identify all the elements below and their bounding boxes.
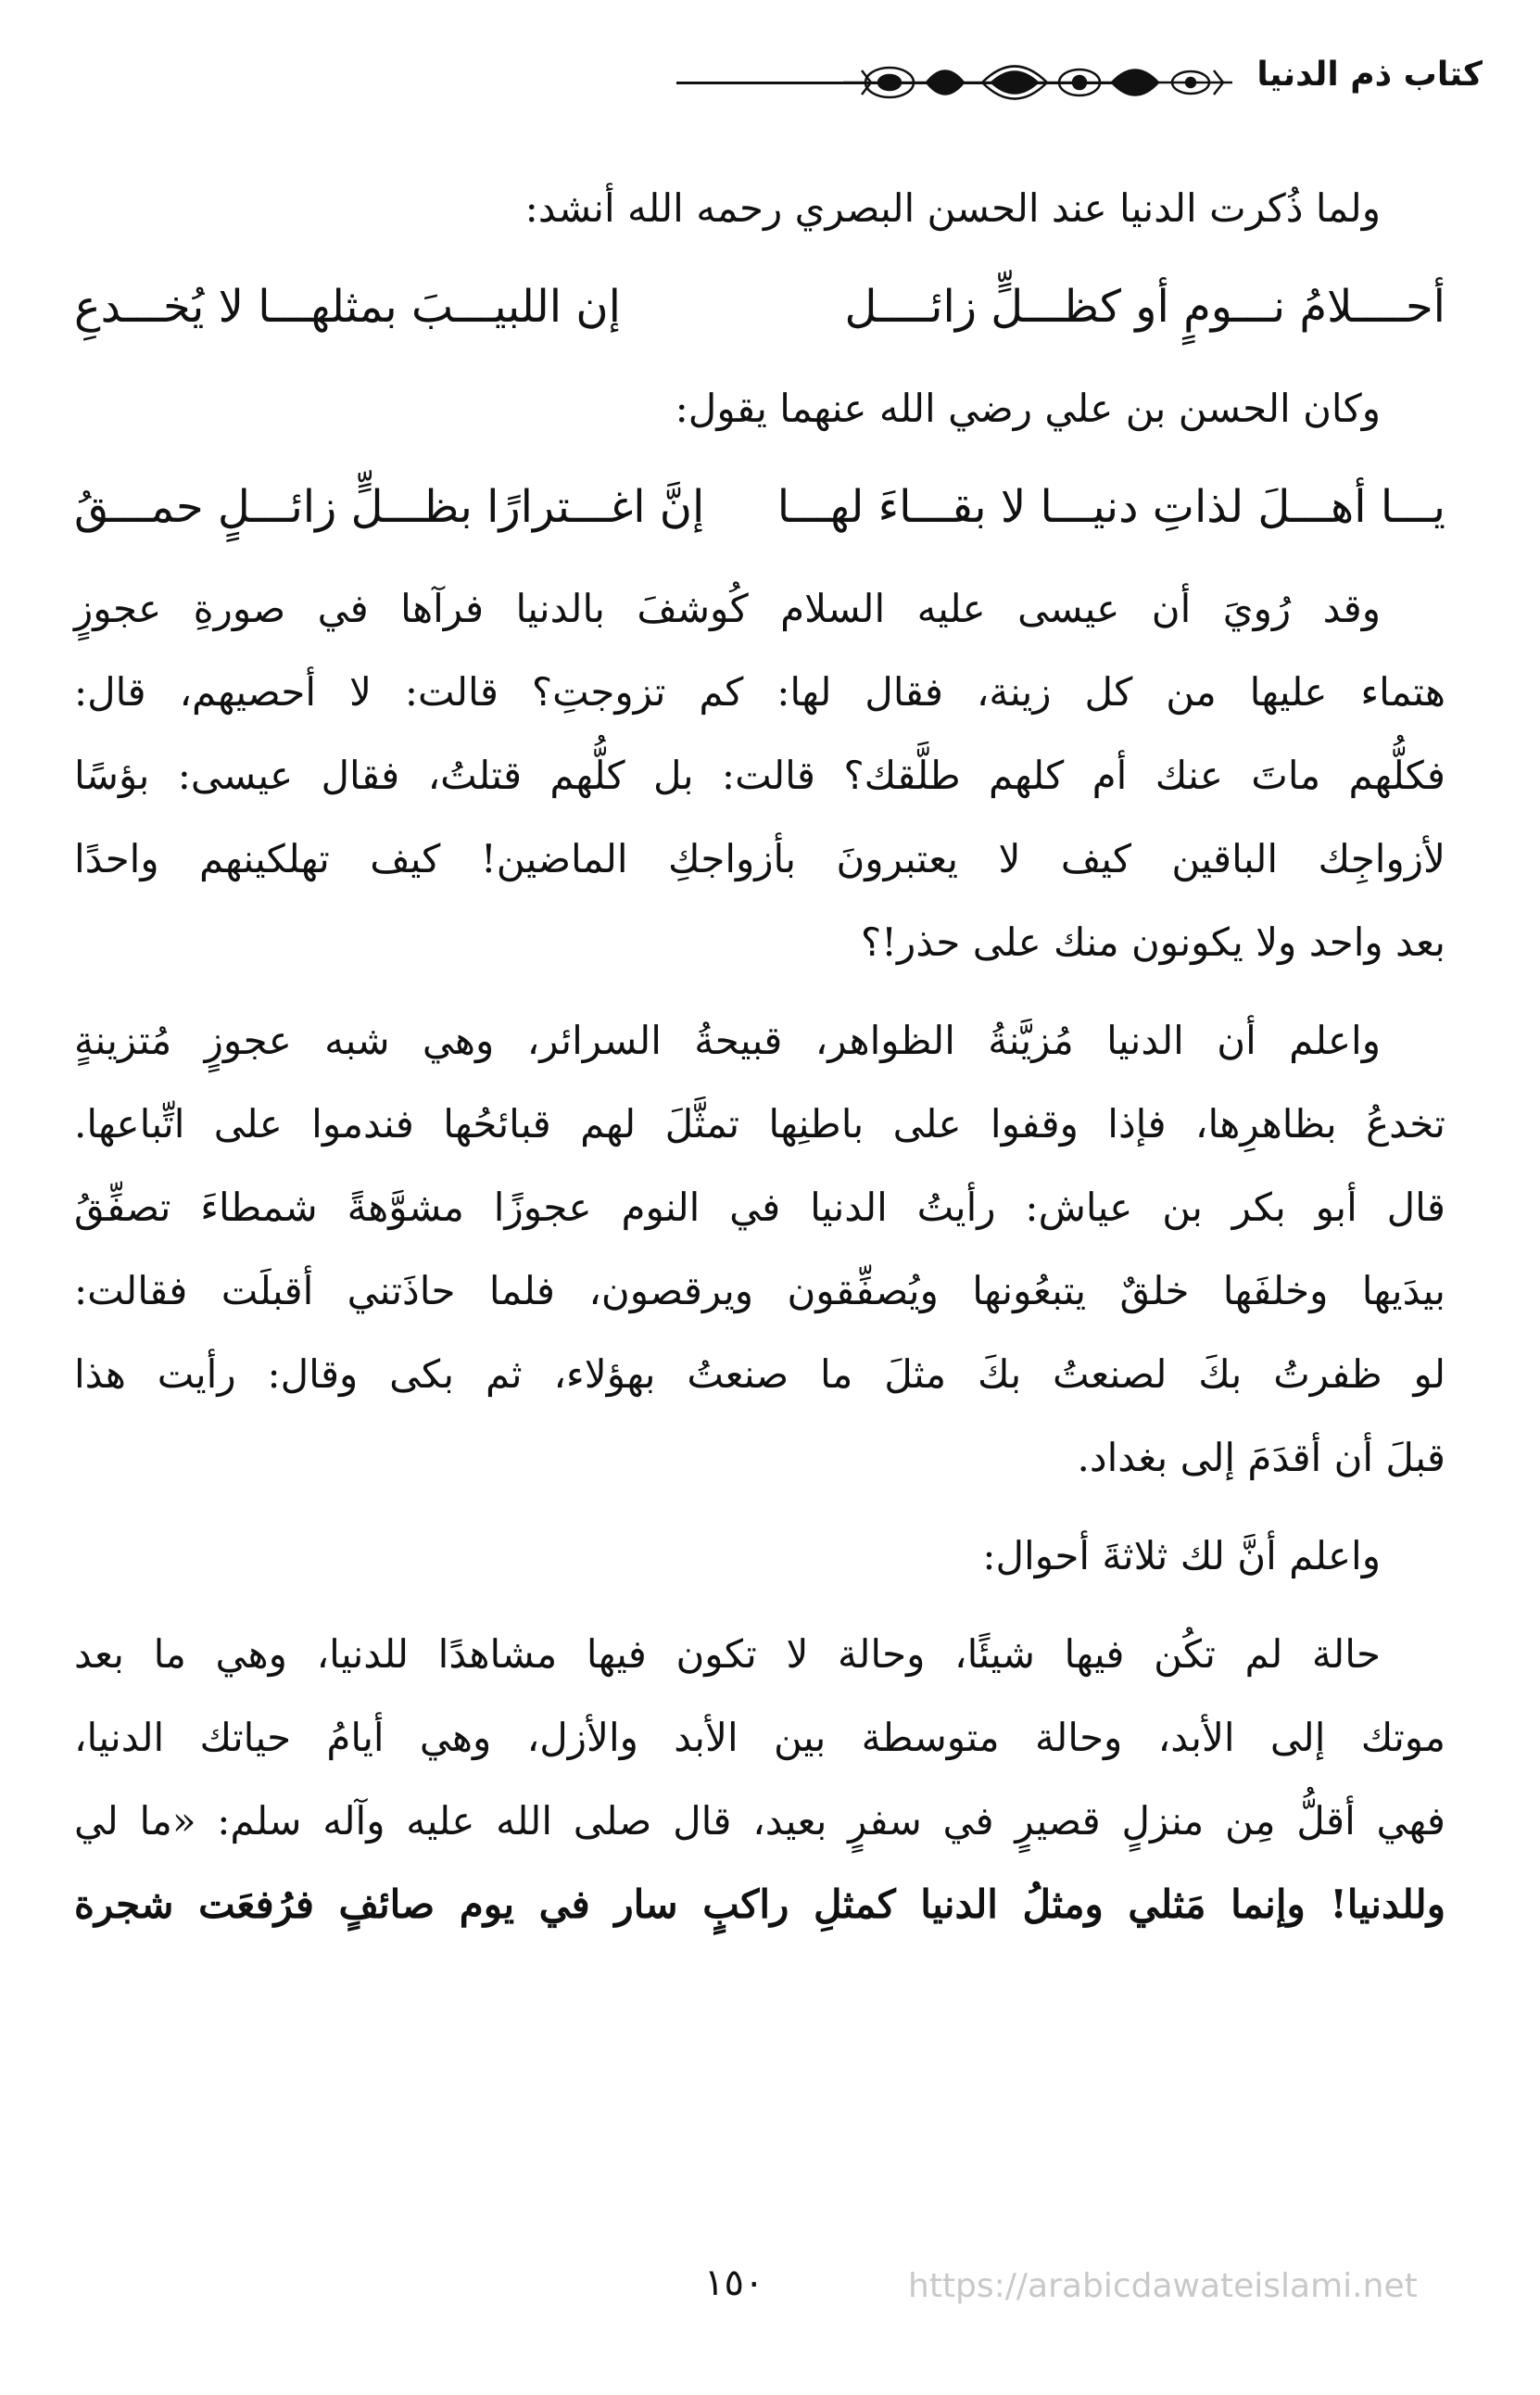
page-number: ١٥٠: [704, 2262, 764, 2304]
paragraph-three-states: [74, 1613, 1445, 1946]
watermark-url: https://arabicdawateislami.net: [908, 2267, 1418, 2305]
text-line: بعد واحد ولا يكونون منك على حذر!؟: [860, 919, 1445, 965]
paragraph-three-states-intro: واعلم أنَّ لك ثلاثةَ أحوال:: [982, 1533, 1381, 1578]
page-content: [74, 167, 1445, 1946]
paragraph-dunya-description: [74, 999, 1445, 1500]
verse-1-first-hemistich: أحــــلامُ نـــومٍ أو كظـــلٍّ زائــــل: [844, 281, 1445, 333]
text-line: هتماء عليها من كل زينة، فقال لها: كم تزوجتِ؟ قالت: لا أحصيهم، قال:: [74, 669, 1445, 715]
text-line: حالة لم تكُن فيها شيئًا، وحالة لا تكون فيها مشاهدًا للدنيا، وهي ما بعد: [74, 1631, 1381, 1677]
paragraph-intro-hasan-basri: ولما ذُكرت الدنيا عند الحسن البصري رحمه الله أنشد:: [524, 185, 1381, 231]
text-line: فكلُّهم ماتَ عنك أم كلهم طلَّقك؟ قالت: بل كلُّهم قتلتُ، فقال عيسى: بؤسًا: [74, 753, 1445, 798]
text-line: موتك إلى الأبد، وحالة متوسطة بين الأبد والأزل، وهي أيامُ حياتك الدنيا،: [74, 1715, 1446, 1760]
paragraph-intro-hasan-ibn-ali: وكان الحسن بن علي رضي الله عنهما يقول:: [675, 386, 1381, 431]
header-rule: [676, 82, 1140, 84]
text-line: بيدَيها وخلفَها خلقٌ يتبعُونها ويُصفِّقون ويرقصون، فلما حاذَتني أقبلَت فقالت:: [74, 1268, 1445, 1313]
verse-2-second-hemistich: إنَّ اغـــترارًا بظـــلٍّ زائـــلٍ حمـــقُ: [74, 481, 705, 533]
poetry-verse-2: [74, 456, 1445, 558]
text-line: قبلَ أن أقدَمَ إلى بغداد.: [1077, 1435, 1445, 1480]
text-line: وقد رُويَ أن عيسى عليه السلام كُوشفَ بالدنيا فرآها في صورةِ عجوزٍ: [74, 586, 1381, 631]
paragraph-isa-story: [74, 567, 1445, 984]
verse-1-second-hemistich: إن اللبيـــبَ بمثلهـــا لا يُخـــدعِ: [74, 281, 621, 333]
text-line: لأزواجِك الباقين كيف لا يعتبرونَ بأزواجكِ الماضين! كيف تهلكينهم واحدًا: [74, 836, 1445, 881]
running-header: [37, 48, 1483, 122]
poetry-verse-1: [74, 256, 1445, 358]
text-line: تخدعُ بظاهرِها، فإذا وقفوا على باطنِها تمثَّلَ لهم قبائحُها فندموا على اتِّباعها.: [74, 1101, 1445, 1147]
text-line: لو ظفرتُ بكَ لصنعتُ بكَ مثلَ ما صنعتُ بهؤلاء، ثم بكى وقال: رأيت هذا: [74, 1351, 1445, 1397]
text-line: واعلم أن الدنيا مُزيَّنةُ الظواهر، قبيحةُ السرائر، وهي شبه عجوزٍ مُتزينةٍ: [74, 1018, 1381, 1063]
book-title: كتاب ذم الدنيا: [1256, 56, 1483, 94]
hadith-text-line: وللدنيا! وإنما مَثلي ومثلُ الدنيا كمثلِ راكبٍ سار في يوم صائفٍ فرُفعَت شجرة: [74, 1882, 1445, 1927]
text-line: قال أبو بكر بن عياش: رأيتُ الدنيا في النوم عجوزًا مشوَّهةً شمطاءَ تصفِّقُ: [74, 1185, 1445, 1230]
verse-2-first-hemistich: يـــا أهـــلَ لذاتِ دنيـــا لا بقـــاءَ لهـــا: [776, 481, 1445, 533]
text-line: فهي أقلُّ مِن منزلٍ قصيرٍ في سفرٍ بعيد، قال صلى الله عليه وآله سلم: «ما لي: [74, 1798, 1445, 1844]
